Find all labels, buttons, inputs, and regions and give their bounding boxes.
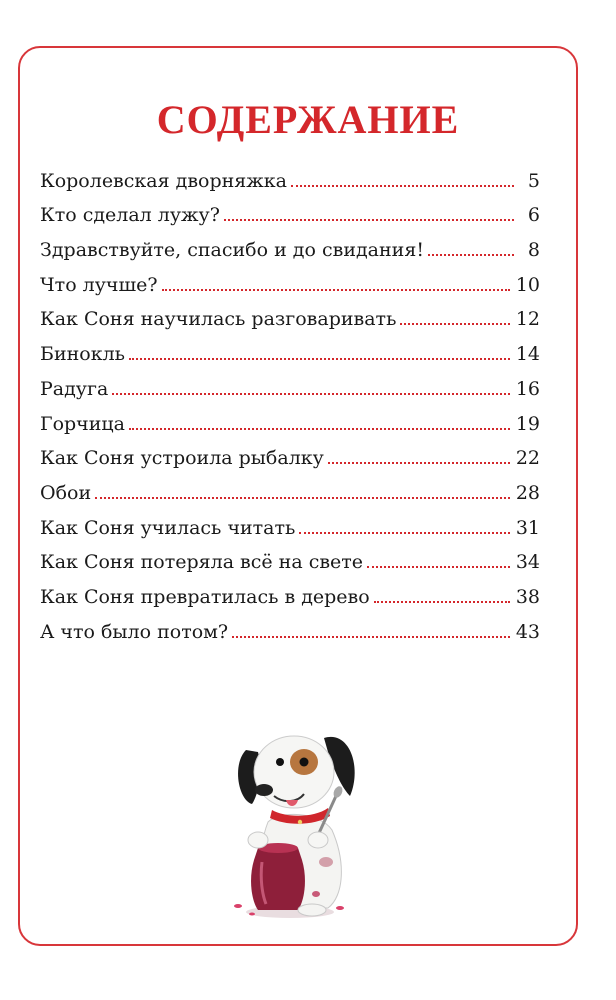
toc-entry-page: 28 <box>515 481 540 504</box>
table-of-contents <box>40 158 540 644</box>
toc-entry-page: 10 <box>515 273 540 296</box>
toc-entry-title: Как Соня превратилась в дерево <box>40 585 370 608</box>
toc-entry-title: Радуга <box>40 377 109 400</box>
toc-entry[interactable] <box>40 470 540 505</box>
toc-entry-page: 16 <box>515 377 540 400</box>
toc-entry-title: Горчица <box>40 412 125 435</box>
toc-entry-page: 22 <box>515 447 540 470</box>
toc-entry[interactable] <box>40 227 540 262</box>
jam-splash-shape <box>234 904 242 908</box>
toc-entry-page: 12 <box>515 308 540 331</box>
toc-entry[interactable] <box>40 331 540 366</box>
jam-jar-shape <box>251 848 305 910</box>
toc-entry-title: Как Соня научилась разговаривать <box>40 308 397 331</box>
toc-entry-title: Королевская дворняжка <box>40 169 287 192</box>
toc-entry-title: Что лучше? <box>40 273 158 296</box>
toc-entry[interactable] <box>40 540 540 575</box>
toc-entry[interactable] <box>40 436 540 471</box>
dot-leader <box>367 566 510 568</box>
toc-entry-page: 34 <box>515 551 540 574</box>
spoon-head-shape <box>332 785 344 799</box>
toc-entry-page: 14 <box>515 343 540 366</box>
toc-entry-page: 31 <box>515 516 540 539</box>
paw-shape <box>308 832 328 848</box>
toc-entry-title: Как Соня потеряла всё на свете <box>40 551 364 574</box>
toc-entry[interactable] <box>40 574 540 609</box>
toc-entry-page: 43 <box>515 620 540 643</box>
nose-shape <box>255 784 273 796</box>
toc-entry[interactable] <box>40 193 540 228</box>
dot-leader <box>299 532 509 534</box>
toc-entry-page: 8 <box>527 239 540 262</box>
toc-entry[interactable] <box>40 505 540 540</box>
dog-with-jam-jar-illustration <box>228 712 368 922</box>
dot-leader <box>129 428 510 430</box>
toc-entry-title: Бинокль <box>40 343 126 366</box>
toc-entry-page: 38 <box>515 585 540 608</box>
dot-leader <box>428 254 514 256</box>
dot-leader <box>232 636 510 638</box>
toc-entry[interactable] <box>40 401 540 436</box>
toc-entry-page: 6 <box>527 204 540 227</box>
toc-entry[interactable] <box>40 262 540 297</box>
right-eye-shape <box>300 758 309 767</box>
dot-leader <box>291 185 514 187</box>
dot-leader <box>224 219 514 221</box>
dot-leader <box>112 393 510 395</box>
toc-entry-page: 5 <box>527 169 540 192</box>
toc-entry-title: Кто сделал лужу? <box>40 204 220 227</box>
toc-entry[interactable] <box>40 609 540 644</box>
jam-splash-shape <box>336 906 344 910</box>
page-title: СОДЕРЖАНИЕ <box>156 97 460 142</box>
dot-leader <box>374 601 510 603</box>
toc-entry[interactable] <box>40 158 540 193</box>
dog-head-shape <box>254 736 334 808</box>
spot-shape <box>319 857 333 867</box>
dot-leader <box>95 497 510 499</box>
paw-shape <box>248 832 268 848</box>
spot-shape <box>312 891 320 897</box>
dot-leader <box>328 462 510 464</box>
toc-entry[interactable] <box>40 297 540 332</box>
toc-entry-title: Здравствуйте, спасибо и до свидания! <box>40 239 424 262</box>
jam-splash-shape <box>249 913 255 916</box>
dot-leader <box>162 289 510 291</box>
collar-stud-shape <box>298 820 302 824</box>
toc-entry-title: Как Соня училась читать <box>40 516 296 539</box>
dot-leader <box>400 323 509 325</box>
foot-shape <box>298 904 326 916</box>
dot-leader <box>129 358 510 360</box>
toc-entry[interactable] <box>40 366 540 401</box>
toc-entry-page: 19 <box>515 412 540 435</box>
toc-entry-title: А что было потом? <box>40 620 229 643</box>
toc-entry-title: Обои <box>40 481 92 504</box>
toc-entry-title: Как Соня устроила рыбалку <box>40 447 324 470</box>
left-eye-shape <box>276 758 284 766</box>
